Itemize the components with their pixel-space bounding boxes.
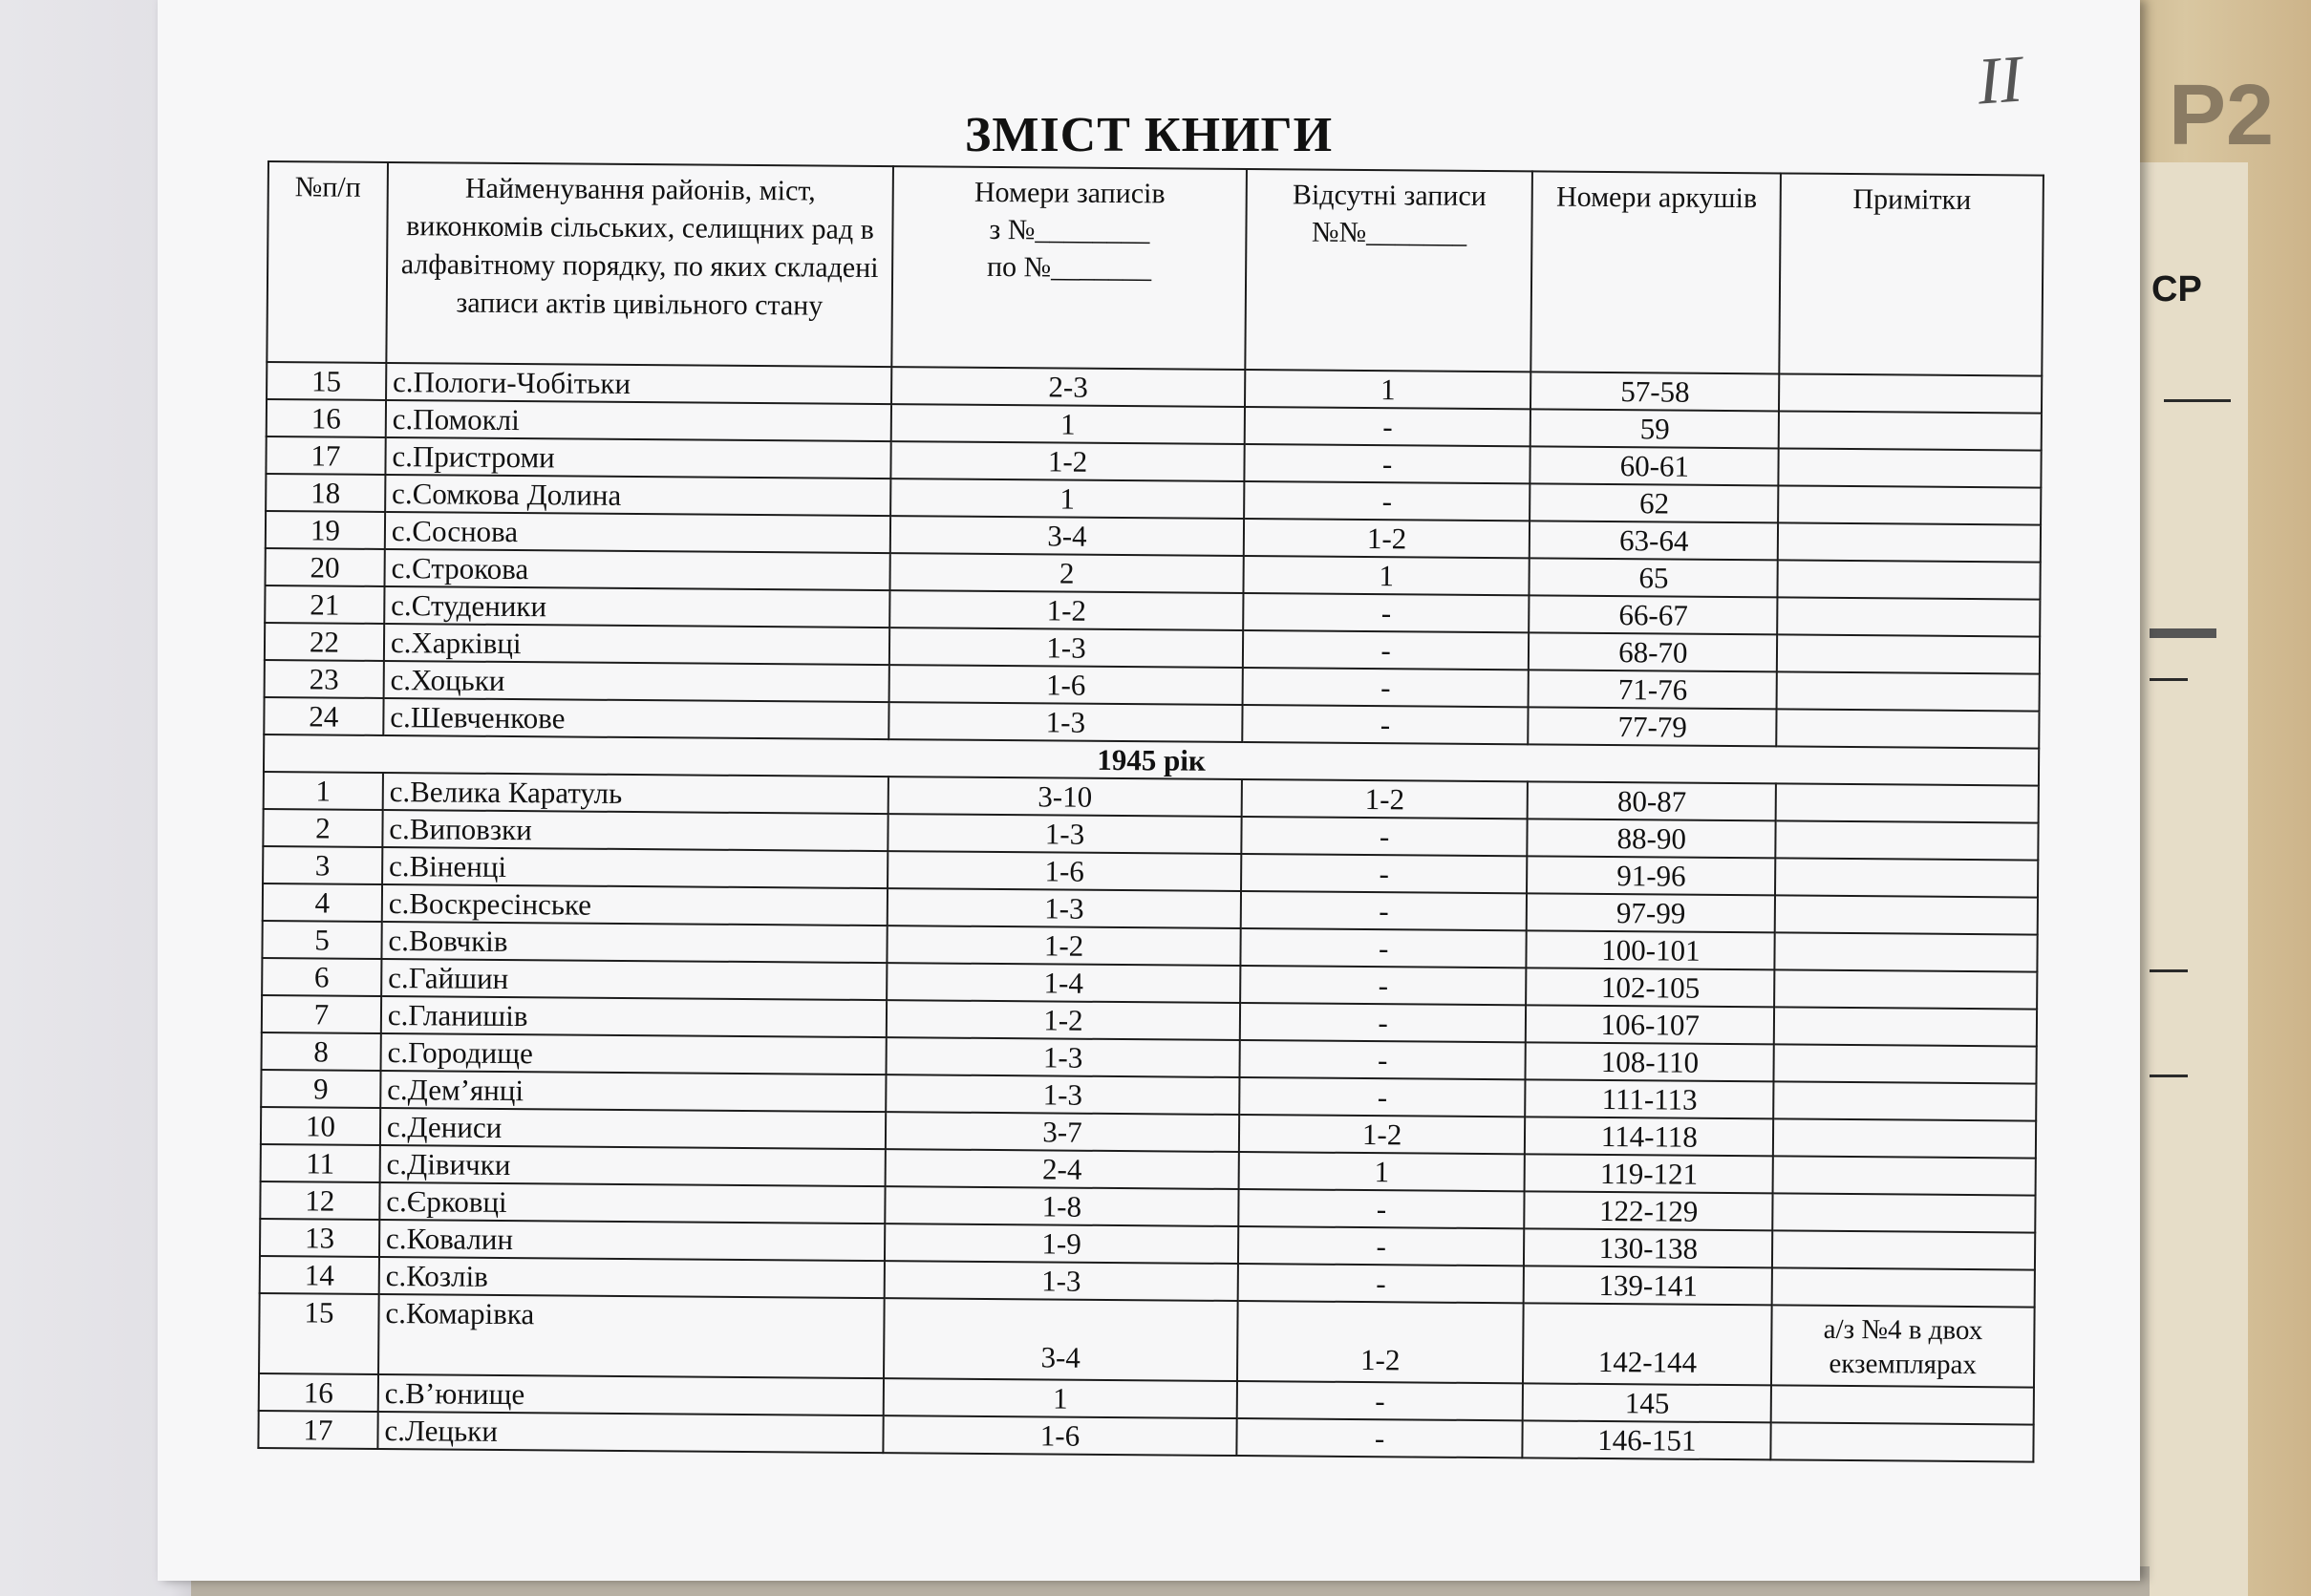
cell-name: с.Помоклі — [386, 400, 892, 441]
cell-records: 3-10 — [888, 777, 1242, 817]
cell-num: 17 — [258, 1411, 377, 1449]
cell-name: с.Гланишів — [381, 996, 888, 1037]
cell-missing: - — [1237, 1264, 1524, 1303]
document-page — [158, 0, 2140, 1581]
cell-num: 1 — [264, 772, 383, 810]
cell-note — [1774, 1044, 2037, 1083]
cell-records: 3-7 — [886, 1112, 1239, 1152]
cell-note — [1775, 895, 2038, 934]
cell-records: 3-4 — [884, 1298, 1237, 1381]
cell-num: 16 — [267, 399, 386, 437]
cell-num: 11 — [261, 1144, 380, 1182]
cell-missing: - — [1236, 1418, 1523, 1458]
cell-num: 18 — [266, 474, 385, 512]
cell-num: 24 — [264, 697, 383, 735]
cell-num: 23 — [265, 660, 384, 698]
cell-num: 15 — [259, 1293, 379, 1374]
underlying-rule — [2164, 399, 2231, 402]
cell-sheets: 65 — [1530, 558, 1778, 597]
header-notes: Примітки — [1779, 173, 2043, 375]
cell-note — [1774, 1007, 2037, 1046]
cell-name: с.Ковалин — [379, 1220, 886, 1261]
cell-missing: - — [1243, 630, 1530, 670]
cell-missing: - — [1242, 705, 1529, 744]
cell-records: 1-8 — [886, 1186, 1239, 1226]
cell-sheets: 66-67 — [1530, 595, 1778, 634]
cell-name: с.Вовчків — [381, 922, 888, 963]
cell-records: 1 — [890, 479, 1244, 519]
cell-name: с.Строкова — [384, 549, 890, 590]
cell-records: 1 — [891, 404, 1245, 444]
cell-note — [1773, 1156, 2036, 1195]
cell-num: 8 — [262, 1032, 381, 1071]
cell-note — [1777, 671, 2040, 711]
cell-num: 6 — [262, 958, 381, 996]
header-records-title: Номери записів — [974, 176, 1166, 210]
cell-num: 7 — [262, 995, 381, 1033]
cell-note — [1779, 373, 2042, 413]
underlying-rule — [2150, 678, 2188, 681]
header-missing-title: Відсутні записи — [1292, 179, 1487, 213]
underlying-rule — [2150, 1075, 2188, 1077]
table-row — [259, 1293, 2035, 1388]
underlying-rule — [2150, 969, 2188, 972]
cell-note — [1775, 820, 2038, 860]
cell-note — [1775, 858, 2038, 897]
page-title: ЗМІСТ КНИГИ — [964, 108, 1334, 162]
cell-name: с.Сомкова Долина — [385, 475, 891, 516]
cell-records: 1-6 — [889, 665, 1243, 705]
cell-name: с.Пристроми — [385, 437, 891, 479]
cell-missing: - — [1239, 1040, 1526, 1079]
cell-sheets: 62 — [1530, 483, 1779, 522]
cell-records: 1-3 — [888, 814, 1242, 854]
cell-name: с.Соснова — [385, 512, 891, 553]
cell-records: 1-3 — [885, 1261, 1238, 1301]
cell-note — [1772, 1230, 2035, 1269]
cell-num: 22 — [265, 623, 384, 661]
header-name: Найменування районів, міст, виконкомів сільських, селищних рад в алфавітному порядку, по яких складені записи актів цивільного стану — [386, 162, 893, 367]
cell-num: 10 — [261, 1107, 380, 1145]
cell-sheets: 63-64 — [1530, 521, 1778, 560]
cell-note — [1773, 1081, 2036, 1120]
cell-missing: - — [1241, 891, 1528, 930]
cell-records: 1-4 — [887, 963, 1240, 1003]
page-mark: II — [1975, 42, 2025, 119]
cell-name: с.Воскресінське — [382, 884, 888, 926]
cell-note — [1778, 485, 2041, 524]
cell-note — [1771, 1422, 2034, 1461]
cell-num: 13 — [260, 1219, 379, 1257]
cell-records: 1-3 — [886, 1075, 1239, 1115]
cell-missing: - — [1238, 1189, 1525, 1228]
underlying-rule — [2150, 628, 2216, 638]
cell-num: 4 — [263, 883, 382, 922]
cell-missing: 1-2 — [1239, 1115, 1526, 1154]
cell-num: 21 — [265, 585, 384, 624]
cell-num: 3 — [263, 846, 382, 884]
cell-missing: - — [1244, 407, 1530, 446]
cell-note — [1772, 1267, 2035, 1307]
cell-records: 1-2 — [888, 926, 1241, 966]
cell-note — [1774, 969, 2037, 1009]
cell-num: 17 — [266, 436, 385, 475]
cell-name: с.Гайшин — [381, 959, 888, 1000]
cell-records: 2 — [890, 553, 1244, 593]
cell-note — [1771, 1385, 2034, 1424]
cell-sheets: 91-96 — [1527, 856, 1775, 895]
cell-name: с.Дем’янці — [380, 1071, 887, 1112]
cell-sheets: 88-90 — [1528, 819, 1776, 858]
cell-sheets: 130-138 — [1524, 1228, 1772, 1267]
underlying-fragment-1: P2 — [2169, 68, 2275, 163]
cell-sheets: 106-107 — [1526, 1005, 1774, 1044]
cell-sheets: 68-70 — [1529, 632, 1777, 671]
cell-sheets: 139-141 — [1524, 1266, 1772, 1305]
cell-num: 2 — [263, 809, 382, 847]
cell-num: 19 — [266, 511, 385, 549]
cell-sheets: 100-101 — [1527, 930, 1775, 969]
cell-sheets: 142-144 — [1523, 1303, 1771, 1385]
cell-note — [1772, 1193, 2035, 1232]
cell-name: с.Дениси — [380, 1108, 887, 1149]
cell-records: 1-3 — [887, 1037, 1240, 1077]
cell-missing: - — [1243, 593, 1530, 632]
cell-note — [1773, 1118, 2036, 1158]
cell-name: с.Шевченкове — [383, 698, 889, 739]
contents-table — [257, 160, 2044, 1463]
cell-num: 15 — [267, 362, 386, 400]
cell-sheets: 122-129 — [1525, 1191, 1773, 1230]
cell-num: 9 — [261, 1070, 380, 1108]
cell-records: 1 — [884, 1378, 1237, 1418]
cell-note — [1776, 783, 2039, 822]
cell-missing: - — [1244, 481, 1530, 521]
cell-records: 1-6 — [884, 1415, 1237, 1456]
cell-note — [1777, 597, 2040, 636]
cell-records: 1-6 — [888, 851, 1241, 891]
cell-note — [1778, 560, 2041, 599]
cell-records: 2-4 — [886, 1149, 1239, 1189]
cell-missing: - — [1238, 1226, 1525, 1266]
cell-missing: - — [1242, 668, 1529, 707]
cell-sheets: 108-110 — [1526, 1042, 1774, 1081]
cell-sheets: 119-121 — [1525, 1154, 1773, 1193]
cell-name: с.Харківці — [384, 624, 890, 665]
cell-name: с.Велика Каратуль — [383, 773, 889, 814]
cell-missing: - — [1240, 928, 1527, 968]
cell-sheets: 111-113 — [1526, 1079, 1774, 1118]
cell-records: 1-3 — [888, 888, 1241, 928]
cell-records: 3-4 — [890, 516, 1244, 556]
cell-records: 1-2 — [891, 441, 1245, 481]
cell-sheets: 60-61 — [1530, 446, 1779, 485]
cell-missing: 1-2 — [1241, 779, 1528, 819]
cell-sheets: 80-87 — [1528, 781, 1776, 820]
cell-sheets: 77-79 — [1529, 707, 1777, 746]
cell-num: 16 — [259, 1373, 378, 1412]
cell-num: 14 — [260, 1256, 379, 1294]
cell-name: с.Єрковці — [379, 1182, 886, 1224]
cell-missing: 1 — [1245, 370, 1531, 409]
header-row — [267, 161, 2044, 376]
cell-records: 1-2 — [887, 1000, 1240, 1040]
cell-note: а/з №4 в двох екземплярах — [1771, 1305, 2034, 1387]
cell-note — [1779, 411, 2042, 450]
cell-sheets: 97-99 — [1527, 893, 1775, 932]
cell-records: 1-3 — [888, 702, 1242, 742]
cell-sheets: 102-105 — [1527, 968, 1775, 1007]
cell-records: 2-3 — [891, 367, 1245, 407]
cell-note — [1779, 448, 2042, 487]
cell-name: с.Пологи-Чобітьки — [386, 363, 892, 404]
cell-name: с.Комарівка — [378, 1294, 885, 1378]
cell-missing: - — [1240, 1003, 1527, 1042]
header-records — [892, 166, 1247, 370]
cell-missing: 1-2 — [1244, 519, 1530, 558]
cell-missing: - — [1244, 444, 1530, 483]
cell-note — [1778, 522, 2041, 562]
year-label: 1945 рік — [264, 734, 2039, 786]
cell-name: с.Лецьки — [377, 1412, 884, 1453]
cell-num: 12 — [260, 1181, 379, 1220]
cell-name: с.Хоцьки — [383, 661, 889, 702]
table-body — [258, 362, 2042, 1462]
header-missing-numbers: №№_______ — [1311, 216, 1467, 249]
cell-missing: 1 — [1243, 556, 1530, 595]
header-sheets: Номери аркушів — [1531, 171, 1781, 373]
cell-note — [1777, 634, 2040, 673]
cell-name: с.Виповзки — [382, 810, 888, 851]
cell-missing: - — [1236, 1381, 1523, 1420]
cell-sheets: 146-151 — [1523, 1420, 1771, 1459]
cell-missing: - — [1241, 854, 1528, 893]
header-records-to: по №_______ — [986, 250, 1152, 285]
underlying-fragment-2: СР — [2151, 269, 2202, 309]
cell-name: с.Студеники — [384, 586, 890, 628]
cell-sheets: 59 — [1530, 409, 1779, 448]
cell-num: 5 — [262, 921, 381, 959]
cell-num: 20 — [266, 548, 385, 586]
cell-records: 1-9 — [885, 1224, 1238, 1264]
cell-missing: - — [1239, 1077, 1526, 1117]
header-num: №п/п — [267, 161, 388, 363]
cell-note — [1776, 709, 2039, 748]
cell-records: 1-2 — [889, 590, 1243, 630]
cell-missing: - — [1241, 817, 1528, 856]
cell-missing: 1-2 — [1237, 1301, 1524, 1383]
cell-name: с.В’юнище — [378, 1374, 885, 1415]
cell-name: с.Городище — [380, 1033, 887, 1075]
cell-missing: - — [1240, 966, 1527, 1005]
cell-records: 1-3 — [889, 628, 1243, 668]
cell-note — [1775, 932, 2038, 971]
cell-sheets: 57-58 — [1530, 372, 1779, 411]
cell-name: с.Дівички — [379, 1145, 886, 1186]
cell-sheets: 71-76 — [1529, 670, 1777, 709]
cell-sheets: 145 — [1523, 1383, 1771, 1422]
header-records-from: з №________ — [989, 213, 1150, 247]
cell-sheets: 114-118 — [1525, 1117, 1773, 1156]
cell-name: с.Віненці — [382, 847, 888, 888]
cell-missing: 1 — [1238, 1152, 1525, 1191]
cell-name: с.Козлів — [379, 1257, 886, 1298]
header-missing — [1245, 169, 1532, 372]
